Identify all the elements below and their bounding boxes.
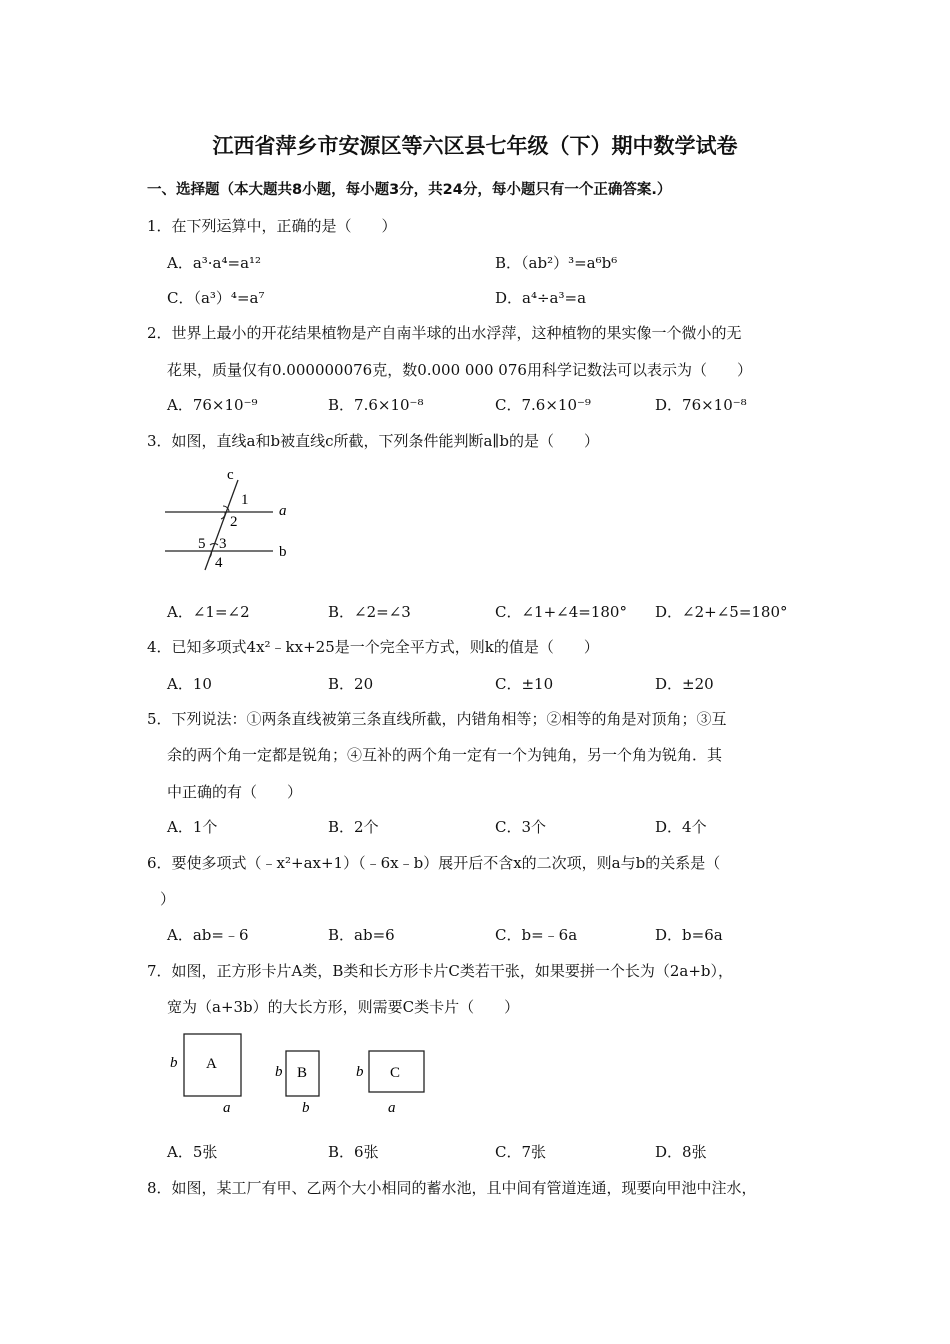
card-c-label: C [390, 1065, 401, 1081]
card-b-side-b: b [275, 1064, 283, 1080]
card-a-side-b: b [170, 1055, 178, 1071]
question-5-stem-line2: 余的两个角一定都是锐角；④互补的两个角一定有一个为钝角，另一个角为锐角．其 [167, 746, 723, 764]
q4-option-c: C．±10 [495, 675, 554, 693]
q1-option-a: A．a³·a⁴=a¹² [167, 254, 262, 272]
q4-option-b: B．20 [328, 675, 374, 693]
q7-option-c: C．7张 [495, 1143, 547, 1161]
question-2-stem-line1: 2．世界上最小的开花结果植物是产自南半球的出水浮萍，这种植物的果实像一个微小的无 [147, 324, 742, 342]
question-5-stem-line1: 5．下列说法：①两条直线被第三条直线所截，内错角相等；②相等的角是对顶角；③互 [147, 710, 727, 728]
q5-option-a: A．1个 [167, 818, 218, 836]
q5-option-b: B．2个 [328, 818, 379, 836]
q2-option-b: B．7.6×10⁻⁸ [328, 396, 424, 414]
q1-option-c: C．（a³）⁴=a⁷ [167, 289, 265, 307]
question-8-stem: 8．如图，某工厂有甲、乙两个大小相同的蓄水池，且中间有管道连通，现要向甲池中注水， [147, 1179, 757, 1197]
q4-option-a: A．10 [167, 675, 212, 693]
question-4-stem: 4．已知多项式4x²﹣kx+25是一个完全平方式，则k的值是（ ） [147, 638, 599, 656]
fig-label-1: 1 [241, 492, 249, 508]
cards-figure [160, 1030, 450, 1115]
fig-label-3: 3 [219, 536, 227, 552]
card-c-side-b: b [356, 1064, 364, 1080]
card-b-label: B [297, 1065, 308, 1081]
q4-option-d: D．±20 [655, 675, 714, 693]
fig-label-b: b [279, 544, 287, 560]
fig-label-2: 2 [230, 514, 238, 530]
q1-option-d: D．a⁴÷a³=a [495, 289, 587, 307]
q6-option-d: D．b=6a [655, 926, 723, 944]
fig-label-a: a [279, 503, 287, 519]
q6-option-c: C．b=﹣6a [495, 926, 578, 944]
question-6-stem-line1: 6．要使多项式（﹣x²+ax+1）（﹣6x﹣b）展开后不含x的二次项，则a与b的关系是（ [147, 854, 721, 872]
q2-option-a: A．76×10⁻⁹ [167, 396, 258, 414]
q2-option-c: C．7.6×10⁻⁹ [495, 396, 591, 414]
question-3-stem: 3．如图，直线a和b被直线c所截，下列条件能判断a∥b的是（ ） [147, 432, 599, 450]
fig-label-4: 4 [215, 555, 223, 571]
q3-option-a: A．∠1=∠2 [167, 603, 250, 621]
fig-label-5: 5 [198, 536, 206, 552]
exam-title: 江西省萍乡市安源区等六区县七年级（下）期中数学试卷 [212, 134, 738, 158]
q7-option-b: B．6张 [328, 1143, 379, 1161]
fig-label-c: c [227, 467, 234, 483]
q3-option-c: C．∠1+∠4=180° [495, 603, 627, 621]
q3-option-d: D．∠2+∠5=180° [655, 603, 788, 621]
question-2-stem-line2: 花果，质量仅有0.000000076克，数0.000 000 076用科学记数法可以表示为（ ） [167, 361, 752, 379]
question-1-stem: 1．在下列运算中，正确的是（ ） [147, 217, 397, 235]
card-a-label: A [206, 1056, 217, 1072]
parallel-lines-figure [155, 460, 305, 580]
q5-option-d: D．4个 [655, 818, 707, 836]
question-7-stem-line2: 宽为（a+3b）的大长方形，则需要C类卡片（ ） [167, 998, 520, 1016]
q3-option-b: B．∠2=∠3 [328, 603, 411, 621]
q6-option-b: B．ab=6 [328, 926, 395, 944]
card-b-bottom-b: b [302, 1100, 310, 1115]
q5-option-c: C．3个 [495, 818, 547, 836]
section-heading: 一、选择题（本大题共8小题，每小题3分，共24分，每小题只有一个正确答案.） [147, 182, 672, 198]
question-6-stem-line2: ） [160, 890, 176, 908]
question-7-stem-line1: 7．如图，正方形卡片A类，B类和长方形卡片C类若干张，如果要拼一个长为（2a+b）， [147, 962, 734, 980]
card-c-side-a: a [388, 1100, 396, 1115]
question-5-stem-line3: 中正确的有（ ） [167, 783, 303, 801]
q7-option-a: A．5张 [167, 1143, 218, 1161]
q6-option-a: A．ab=﹣6 [167, 926, 249, 944]
card-a-side-a: a [223, 1100, 231, 1115]
q1-option-b: B．（ab²）³=a⁶b⁶ [495, 254, 618, 272]
q2-option-d: D．76×10⁻⁸ [655, 396, 747, 414]
q7-option-d: D．8张 [655, 1143, 707, 1161]
